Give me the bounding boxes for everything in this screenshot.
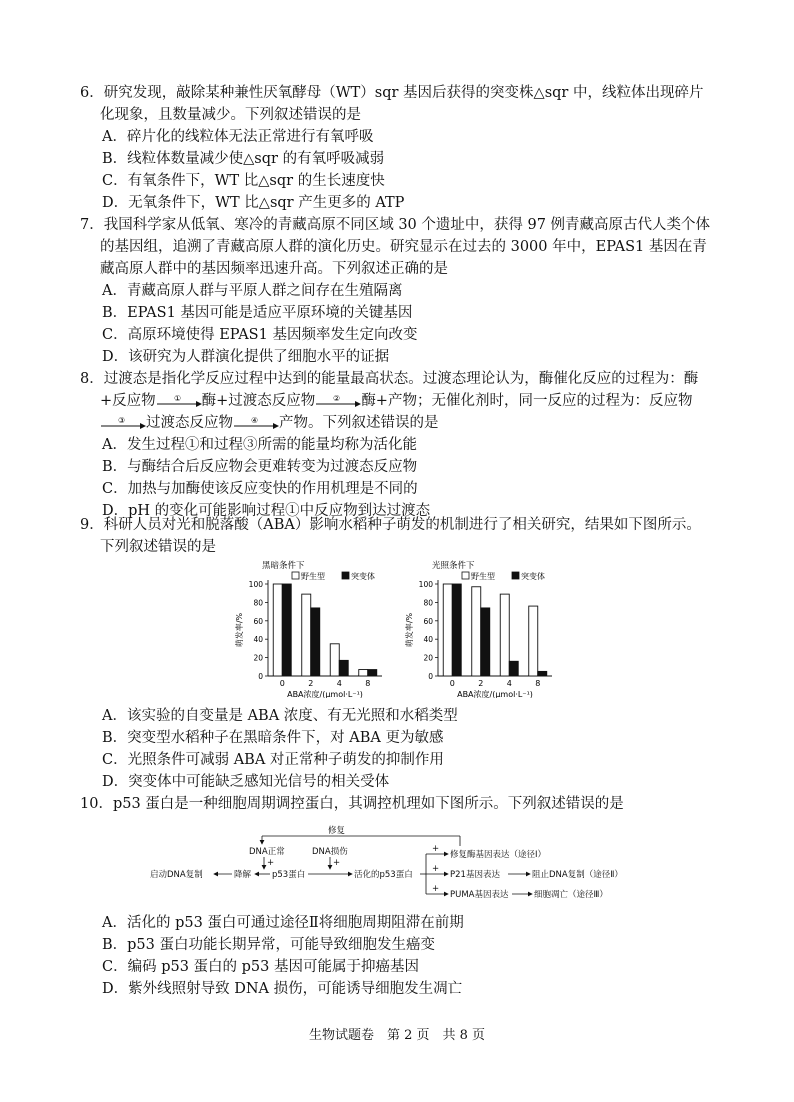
page-footer: 生物试题卷 第 2 页 共 8 页 [308,1028,486,1043]
q6-option-c: C．有氧条件下，WT 比△sqr 的生长速度快 [102,173,385,189]
apoptosis-label: 细胞凋亡（途径Ⅲ） [534,890,608,900]
q8-text-enzyme-substrate: +反应物 [100,393,156,409]
q8-option-c: C．加热与加酶使该反应变快的作用机理是不同的 [102,481,418,497]
chart-light [402,556,562,698]
plus-sign-3: + [432,844,440,854]
light-ytick-label-0: 0 [428,672,433,681]
dark-ytick-label-4: 80 [253,598,263,608]
light-title: 光照条件下 [432,561,475,571]
q10-option-c: C．编码 p53 蛋白的 p53 基因可能属于抑癌基因 [102,959,419,975]
arrow-label-4: ④ [251,416,259,425]
question-10-options [80,912,730,1000]
light-legend-swatch-wild [462,572,469,579]
repair-enzyme-gene: 修复酶基因表达（途径Ⅰ） [450,850,547,860]
light-legend-label-wild: 野生型 [471,572,495,581]
dark-legend-label-mutant: 突变体 [351,572,375,581]
q10-stem: 10．p53 蛋白是一种细胞周期调控蛋白，其调控机理如下图所示。下列叙述错误的是 [80,796,624,812]
light-xtick-label-2: 2 [478,679,484,688]
dark-bar-wild-4 [330,644,339,676]
reaction-arrow-4 [233,416,279,430]
reaction-arrow-1 [156,394,202,408]
q7-option-a: A．青藏高原人群与平原人群之间存在生殖隔离 [102,283,403,299]
arrow-label-2: ② [333,394,341,403]
dark-legend-label-wild: 野生型 [301,572,325,581]
light-bar-mutant-4 [509,661,518,676]
q9-option-b: B．突变型水稻种子在黑暗条件下，对 ABA 更为敏感 [102,730,444,746]
dark-title: 黑暗条件下 [262,561,305,571]
puma-gene: PUMA基因表达 [450,890,509,900]
q8-text-product: 酶+产物；无催化剂时，同一反应的过程为：反应物 [361,393,693,409]
p53-protein-label: p53蛋白 [272,870,306,880]
q6-option-b: B．线粒体数量减少使△sqr 的有氧呼吸减弱 [102,151,385,167]
q6-option-a: A．碎片化的线粒体无法正常进行有氧呼吸 [102,129,374,145]
q8-stem-line1: 8．过渡态是指化学反应过程中达到的能量最高状态。过渡态理论认为，酶催化反应的过程为：酶 [80,371,699,387]
light-ylabel: 萌发率/% [405,612,414,648]
light-legend-label-mutant: 突变体 [521,572,545,581]
dark-xlabel: ABA浓度/(μmol·L⁻¹) [287,690,363,698]
dark-xtick-label-4: 4 [336,679,342,688]
question-9-options [80,705,730,793]
dark-bar-wild-8 [359,670,368,676]
light-bar-mutant-2 [481,608,490,676]
q10-option-b: B．p53 蛋白功能长期异常，可能导致细胞发生癌变 [102,937,435,953]
q9-stem-line2: 下列叙述错误的是 [100,539,216,555]
q10-option-d: D．紫外线照射导致 DNA 损伤，可能诱导细胞发生凋亡 [102,981,463,997]
q8-option-b: B．与酶结合后反应物会更难转变为过渡态反应物 [102,459,418,475]
p21-gene: P21基因表达 [450,870,500,880]
q7-stem-line3: 藏高原人群中的基因频率迅速升高。下列叙述正确的是 [100,261,448,277]
q8-option-a: A．发生过程①和过程③所需的能量均称为活化能 [102,437,417,453]
light-ytick-label-4: 80 [423,598,433,608]
q6-option-d: D．无氧条件下，WT 比△sqr 产生更多的 ATP [102,195,405,211]
q10-option-a: A．活化的 p53 蛋白可通过途径Ⅱ将细胞周期阻滞在前期 [102,915,464,931]
question-7 [80,214,730,368]
dark-xtick-label-8: 8 [365,679,371,688]
light-bar-wild-0 [443,584,452,676]
question-6 [80,82,730,214]
q7-option-d: D．该研究为人群演化提供了细胞水平的证据 [102,349,390,365]
light-ytick-label-1: 20 [423,653,433,663]
dark-ylabel: 萌发率/% [235,612,244,648]
q9-stem-line1: 9．科研人员对光和脱落酸（ABA）影响水稻种子萌发的机制进行了相关研究，结果如下图所示。 [80,517,701,533]
plus-sign-2: + [333,858,341,868]
q7-stem-line1: 7．我国科学家从低氧、寒冷的青藏高原不同区域 30 个遗址中，获得 97 例青藏高原古代人类个体 [80,217,711,233]
dark-bar-mutant-0 [282,584,291,676]
question-10 [80,793,730,815]
q6-stem-line2: 化现象，且数量减少。下列叙述错误的是 [100,107,361,123]
q9-option-a: A．该实验的自变量是 ABA 浓度、有无光照和水稻类型 [102,708,458,724]
light-xtick-label-0: 0 [449,679,455,688]
dna-damage-label: DNA损伤 [312,847,348,857]
light-xtick-label-4: 4 [506,679,512,688]
dark-bar-wild-0 [273,584,282,676]
q8-text-enzyme-transition: 酶+过渡态反应物 [201,393,316,409]
q8-option-d: D．pH 的变化可能影响过程①中反应物到达过渡态 [102,503,431,519]
arrow-label-1: ① [173,394,181,403]
degrade-label: 降解 [234,870,252,880]
repair-label: 修复 [328,826,346,836]
light-bar-mutant-8 [538,671,547,676]
light-bar-mutant-0 [452,584,461,676]
q6-stem-line1: 6．研究发现，敲除某种兼性厌氧酵母（WT）sqr 基因后获得的突变株△sqr 中，线粒体出现碎片 [80,85,704,101]
q7-option-b: B．EPAS1 基因可能是适应平原环境的关键基因 [102,305,413,321]
dark-bar-mutant-4 [339,660,348,676]
light-xlabel: ABA浓度/(μmol·L⁻¹) [457,690,533,698]
dark-ytick-label-3: 60 [253,616,263,626]
plus-sign-4: + [432,864,440,874]
q8-stem-line2 [80,390,730,412]
dark-xtick-label-2: 2 [308,679,314,688]
dark-ytick-label-2: 40 [253,635,263,645]
question-9 [80,514,730,558]
light-bar-wild-4 [500,594,509,676]
light-xtick-label-8: 8 [535,679,541,688]
q8-text-end: 产物。下列叙述错误的是 [279,415,439,431]
light-legend-swatch-mutant [512,572,519,579]
light-ytick-label-2: 40 [423,635,433,645]
chart-dark [232,556,392,698]
reaction-arrow-2 [315,394,361,408]
plus-sign-1: + [267,858,275,868]
dark-ytick-label-5: 100 [248,580,263,589]
plus-sign-5: + [432,884,440,894]
start-dna-replication: 启动DNA复制 [150,870,203,880]
q9-option-d: D．突变体中可能缺乏感知光信号的相关受体 [102,774,390,790]
q7-stem-line2: 的基因组，追溯了青藏高原人群的演化历史。研究显示在过去的 3000 年中，EPAS1 基因在青 [100,239,707,255]
q8-stem-line3 [80,412,730,434]
dark-bar-mutant-8 [368,670,377,676]
dark-ytick-label-1: 20 [253,653,263,663]
light-bar-wild-8 [529,606,538,676]
dark-legend-swatch-mutant [342,572,349,579]
dark-legend-swatch-wild [292,572,299,579]
block-dna-replication: 阻止DNA复制（途径Ⅱ） [532,870,623,880]
q9-option-c: C．光照条件可减弱 ABA 对正常种子萌发的抑制作用 [102,752,444,768]
light-ytick-label-3: 60 [423,616,433,626]
dna-normal-label: DNA正常 [249,847,285,857]
dark-xtick-label-0: 0 [279,679,285,688]
p53-pathway-diagram [140,822,660,900]
dark-bar-mutant-2 [311,608,320,676]
question-8 [80,368,730,522]
active-p53-label: 活化的p53蛋白 [354,870,413,880]
arrow-label-3: ③ [118,416,126,425]
q7-option-c: C．高原环境使得 EPAS1 基因频率发生定向改变 [102,327,418,343]
q8-text-transition: 过渡态反应物 [146,415,233,431]
reaction-arrow-3 [100,416,146,430]
dark-ytick-label-0: 0 [258,672,263,681]
light-bar-wild-2 [472,587,481,676]
dark-bar-wild-2 [302,594,311,676]
light-ytick-label-5: 100 [418,580,433,589]
